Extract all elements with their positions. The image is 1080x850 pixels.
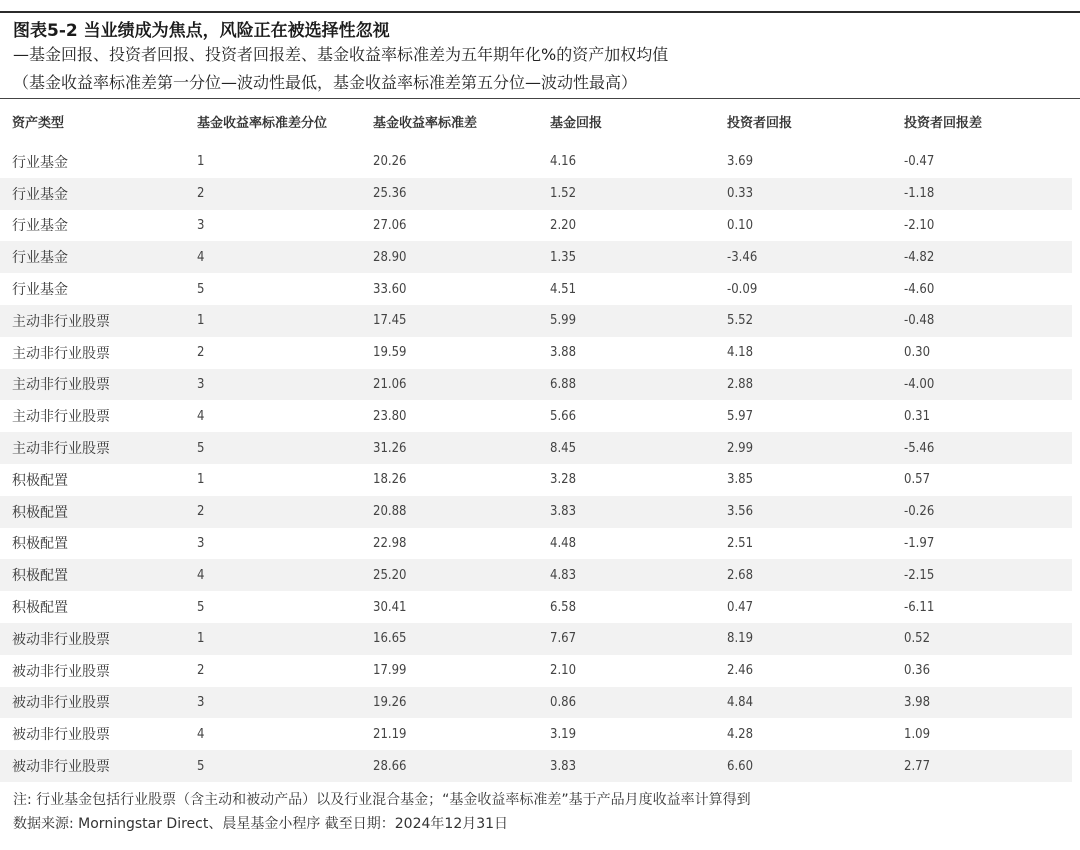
- header-asset-type: 资产类型: [12, 116, 65, 131]
- cell-asset-type: 被动非行业股票: [0, 687, 185, 719]
- cell-fund-return: 2.10: [550, 663, 577, 679]
- cell-fund-return: 4.16: [550, 154, 577, 170]
- cell-investor-return: 0.47: [727, 599, 754, 615]
- table-row: [0, 750, 1072, 782]
- cell-asset-type: 主动非行业股票: [0, 305, 185, 337]
- cell-fund-return: 6.58: [550, 599, 577, 615]
- cell-fund-return: 3.83: [538, 496, 715, 528]
- cell-return-gap: -0.26: [892, 496, 1072, 528]
- cell-investor-return: 0.33: [715, 178, 892, 210]
- cell-return-sd: 21.19: [373, 726, 407, 742]
- cell-asset-type: 主动非行业股票: [12, 409, 110, 426]
- cell-investor-return: 8.19: [715, 623, 892, 655]
- cell-sd-quintile: 4: [197, 408, 205, 424]
- cell-sd-quintile: 5: [197, 599, 205, 615]
- figure-subtitle-line1: —基金回报、投资者回报、投资者回报差、基金收益率标准差为五年期年化%的资产加权均值: [13, 45, 669, 64]
- cell-return-gap: -5.46: [892, 432, 1072, 464]
- cell-investor-return: 3.69: [727, 154, 754, 170]
- cell-asset-type: 积极配置: [12, 536, 68, 553]
- cell-sd-quintile: 2: [185, 178, 361, 210]
- table-row: [0, 178, 1072, 210]
- cell-return-sd: 28.90: [361, 241, 538, 273]
- cell-investor-return: 2.99: [715, 432, 892, 464]
- figure-subtitle-line2: （基金收益率标准差第一分位—波动性最低，基金收益率标准差第五分位—波动性最高）: [13, 73, 638, 92]
- cell-sd-quintile: 1: [197, 472, 205, 488]
- cell-return-gap: 1.09: [904, 726, 931, 742]
- cell-investor-return: 4.84: [715, 687, 892, 719]
- cell-asset-type: 行业基金: [12, 154, 68, 171]
- cell-investor-return: 5.52: [715, 305, 892, 337]
- table-row: [0, 337, 1072, 369]
- cell-investor-return: -0.09: [727, 281, 758, 297]
- top-rule: [0, 11, 1080, 13]
- table-row: [0, 559, 1072, 591]
- cell-return-sd: 20.88: [361, 496, 538, 528]
- cell-investor-return: 6.60: [715, 750, 892, 782]
- table-row: [0, 464, 1072, 496]
- table-row: [0, 528, 1072, 560]
- data-source: 数据来源: Morningstar Direct、晨星基金小程序 截至日期：2024年12月31日: [13, 816, 509, 832]
- cell-fund-return: 2.20: [550, 217, 577, 233]
- cell-sd-quintile: 5: [185, 750, 361, 782]
- cell-return-gap: 0.52: [892, 623, 1072, 655]
- cell-return-gap: -2.10: [904, 217, 935, 233]
- cell-sd-quintile: 1: [185, 623, 361, 655]
- cell-investor-return: 5.97: [727, 408, 754, 424]
- cell-sd-quintile: 5: [185, 432, 361, 464]
- cell-asset-type: 行业基金: [12, 218, 68, 235]
- header-rule: [0, 98, 1080, 99]
- footnote: 注: 行业基金包括行业股票（含主动和被动产品）以及行业混合基金；“基金收益率标准差”基于产品月度收益率计算得到: [13, 792, 751, 808]
- header-return-sd: 基金收益率标准差: [373, 116, 478, 131]
- cell-return-sd: 17.99: [373, 663, 407, 679]
- cell-return-gap: -6.11: [904, 599, 935, 615]
- cell-fund-return: 4.83: [538, 559, 715, 591]
- cell-asset-type: 行业基金: [0, 241, 185, 273]
- cell-investor-return: 0.10: [727, 217, 754, 233]
- table-row: [0, 687, 1072, 719]
- cell-return-sd: 19.59: [373, 345, 407, 361]
- cell-fund-return: 1.35: [538, 241, 715, 273]
- cell-return-gap: -1.97: [904, 535, 935, 551]
- cell-asset-type: 被动非行业股票: [12, 663, 110, 680]
- cell-return-sd: 27.06: [373, 217, 407, 233]
- cell-asset-type: 主动非行业股票: [12, 345, 110, 362]
- cell-return-gap: 3.98: [892, 687, 1072, 719]
- cell-sd-quintile: 3: [185, 687, 361, 719]
- table-row: [0, 305, 1072, 337]
- cell-return-sd: 21.06: [361, 369, 538, 401]
- cell-fund-return: 3.88: [550, 345, 577, 361]
- cell-sd-quintile: 4: [197, 726, 205, 742]
- cell-sd-quintile: 4: [185, 559, 361, 591]
- cell-fund-return: 8.45: [538, 432, 715, 464]
- cell-investor-return: 2.88: [715, 369, 892, 401]
- cell-sd-quintile: 2: [185, 496, 361, 528]
- cell-return-gap: -2.15: [892, 559, 1072, 591]
- cell-asset-type: 积极配置: [12, 472, 68, 489]
- cell-investor-return: 2.51: [727, 535, 754, 551]
- cell-investor-return: 4.28: [727, 726, 754, 742]
- cell-fund-return: 1.52: [538, 178, 715, 210]
- cell-return-gap: -0.47: [904, 154, 935, 170]
- cell-fund-return: 3.83: [538, 750, 715, 782]
- cell-return-sd: 23.80: [373, 408, 407, 424]
- cell-return-sd: 17.45: [361, 305, 538, 337]
- table-row: [0, 655, 1072, 687]
- cell-sd-quintile: 5: [197, 281, 205, 297]
- table-row: [0, 496, 1072, 528]
- cell-asset-type: 积极配置: [12, 600, 68, 617]
- cell-return-gap: 0.31: [904, 408, 931, 424]
- cell-return-gap: -1.18: [892, 178, 1072, 210]
- cell-fund-return: 3.19: [550, 726, 577, 742]
- table-row: [0, 591, 1072, 623]
- cell-return-gap: 2.77: [892, 750, 1072, 782]
- cell-fund-return: 7.67: [538, 623, 715, 655]
- cell-return-sd: 28.66: [361, 750, 538, 782]
- cell-return-sd: 16.65: [361, 623, 538, 655]
- table-row: [0, 718, 1072, 750]
- cell-return-gap: -0.48: [892, 305, 1072, 337]
- cell-return-gap: -4.00: [892, 369, 1072, 401]
- header-investor-return: 投资者回报: [727, 116, 793, 131]
- cell-return-sd: 20.26: [373, 154, 407, 170]
- table-body: [0, 146, 1072, 782]
- header-fund-return: 基金回报: [550, 116, 603, 131]
- cell-return-gap: -4.82: [892, 241, 1072, 273]
- cell-fund-return: 6.88: [538, 369, 715, 401]
- cell-investor-return: 2.46: [727, 663, 754, 679]
- cell-investor-return: 2.68: [715, 559, 892, 591]
- table-row: [0, 241, 1072, 273]
- cell-fund-return: 5.99: [538, 305, 715, 337]
- header-sd-quintile: 基金收益率标准差分位: [197, 116, 328, 131]
- cell-return-sd: 31.26: [361, 432, 538, 464]
- cell-sd-quintile: 3: [185, 369, 361, 401]
- cell-investor-return: 4.18: [727, 345, 754, 361]
- cell-return-sd: 30.41: [373, 599, 407, 615]
- table-row: [0, 210, 1072, 242]
- cell-sd-quintile: 3: [197, 535, 205, 551]
- cell-investor-return: -3.46: [715, 241, 892, 273]
- cell-sd-quintile: 4: [185, 241, 361, 273]
- cell-return-sd: 33.60: [373, 281, 407, 297]
- header-return-gap: 投资者回报差: [904, 116, 983, 131]
- cell-asset-type: 被动非行业股票: [0, 750, 185, 782]
- table-row: [0, 432, 1072, 464]
- cell-fund-return: 3.28: [550, 472, 577, 488]
- cell-return-gap: 0.30: [904, 345, 931, 361]
- cell-sd-quintile: 1: [197, 154, 205, 170]
- cell-asset-type: 行业基金: [12, 282, 68, 299]
- cell-asset-type: 行业基金: [0, 178, 185, 210]
- cell-sd-quintile: 3: [197, 217, 205, 233]
- cell-investor-return: 3.85: [727, 472, 754, 488]
- table-row: [0, 146, 1072, 178]
- cell-return-gap: 0.57: [904, 472, 931, 488]
- cell-asset-type: 积极配置: [0, 559, 185, 591]
- cell-asset-type: 被动非行业股票: [12, 727, 110, 744]
- cell-return-sd: 25.36: [361, 178, 538, 210]
- cell-asset-type: 主动非行业股票: [0, 432, 185, 464]
- cell-asset-type: 主动非行业股票: [0, 369, 185, 401]
- table-header-row: [0, 100, 1072, 146]
- cell-fund-return: 0.86: [538, 687, 715, 719]
- cell-fund-return: 4.51: [550, 281, 577, 297]
- cell-return-sd: 18.26: [373, 472, 407, 488]
- cell-return-sd: 19.26: [361, 687, 538, 719]
- cell-investor-return: 3.56: [715, 496, 892, 528]
- cell-sd-quintile: 2: [197, 663, 205, 679]
- cell-fund-return: 4.48: [550, 535, 577, 551]
- cell-fund-return: 5.66: [550, 408, 577, 424]
- cell-asset-type: 被动非行业股票: [0, 623, 185, 655]
- table-row: [0, 400, 1072, 432]
- cell-return-gap: -4.60: [904, 281, 935, 297]
- cell-sd-quintile: 2: [197, 345, 205, 361]
- cell-asset-type: 积极配置: [0, 496, 185, 528]
- figure-title: 图表5-2 当业绩成为焦点，风险正在被选择性忽视: [13, 21, 390, 41]
- table-row: [0, 273, 1072, 305]
- table-row: [0, 623, 1072, 655]
- cell-return-gap: 0.36: [904, 663, 931, 679]
- data-table: [0, 100, 1072, 782]
- cell-sd-quintile: 1: [185, 305, 361, 337]
- cell-return-sd: 22.98: [373, 535, 407, 551]
- cell-return-sd: 25.20: [361, 559, 538, 591]
- table-row: [0, 369, 1072, 401]
